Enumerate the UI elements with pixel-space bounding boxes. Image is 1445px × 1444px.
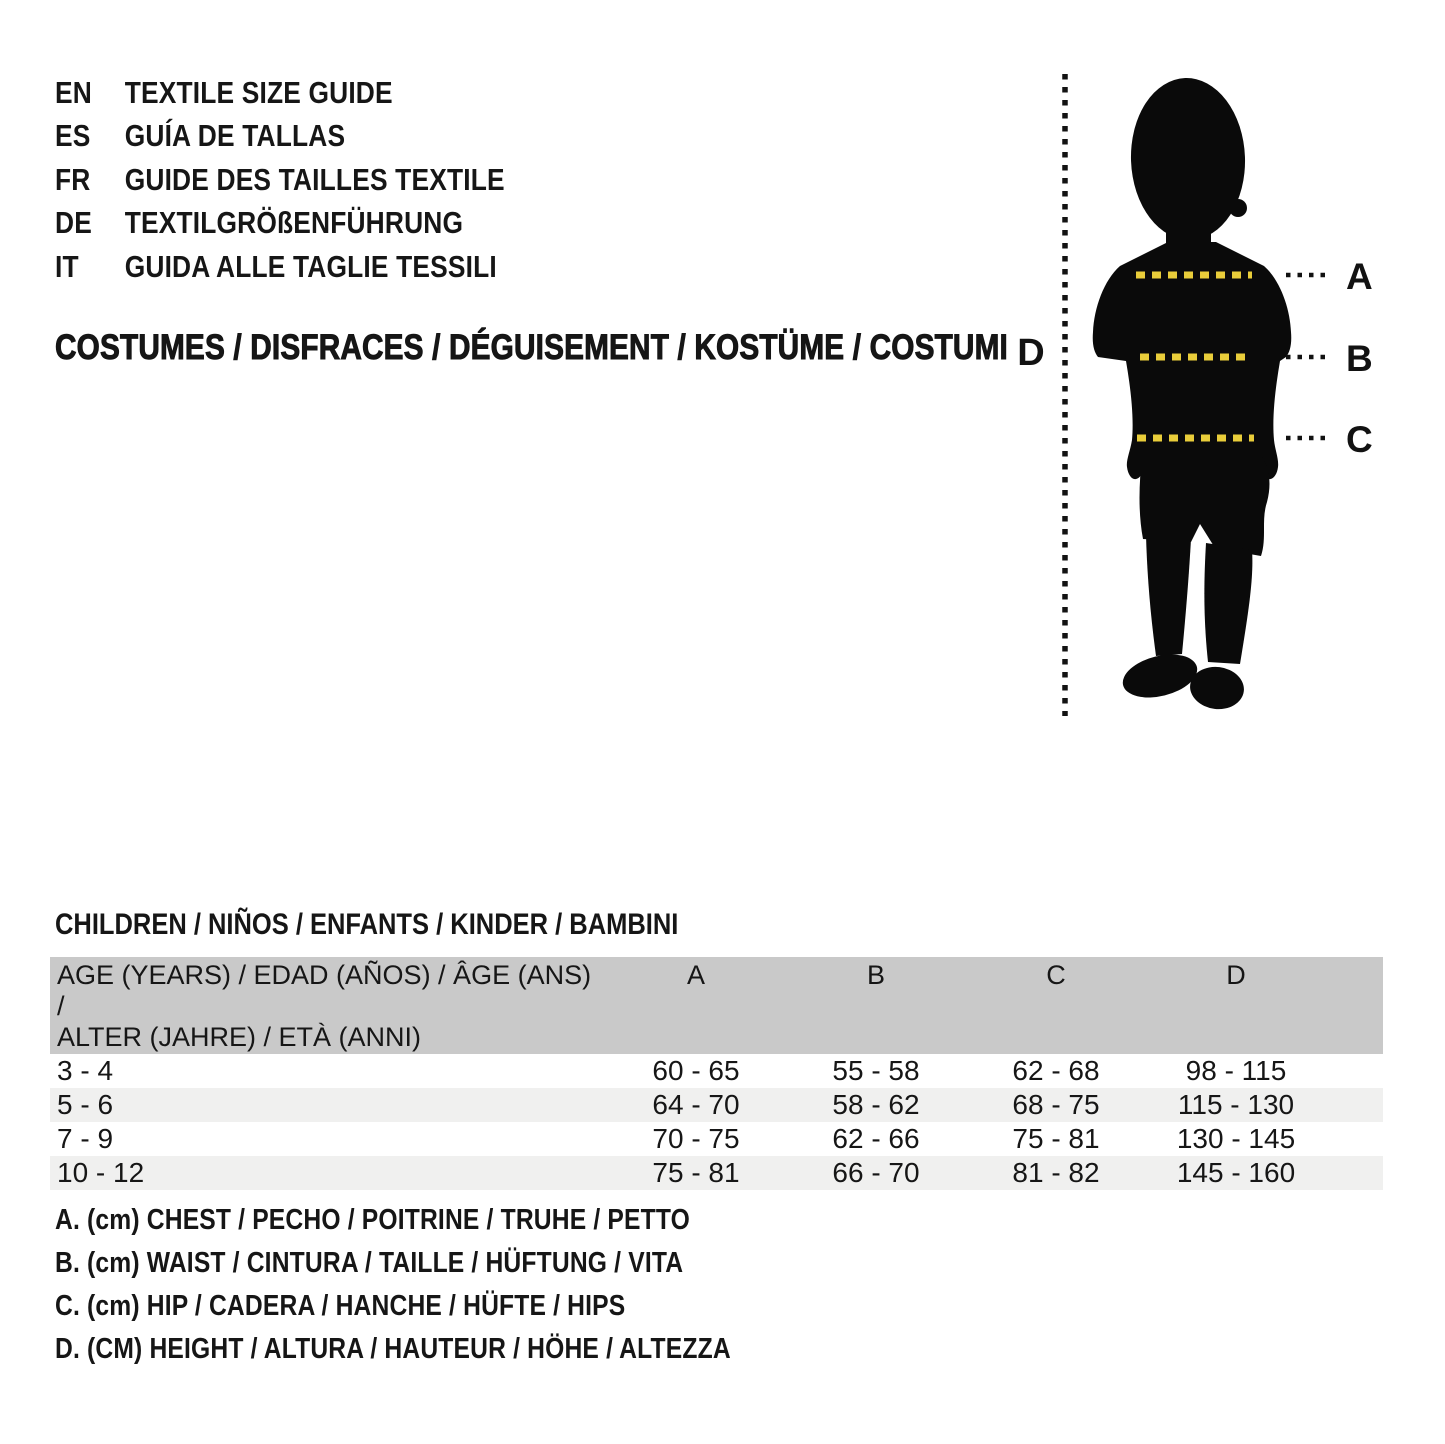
child-silhouette <box>1093 76 1292 712</box>
table-header-row <box>50 957 1383 1054</box>
hip-range-cell: 62 - 68 <box>1012 1055 1100 1086</box>
row-spacer <box>1326 1088 1383 1122</box>
column-header-c: C <box>1046 960 1066 990</box>
waist-label: B <box>1346 338 1373 379</box>
table-row <box>50 1156 1383 1190</box>
measurement-legend <box>55 1199 850 1371</box>
age-cell: 5 - 6 <box>57 1089 114 1120</box>
column-header-b: B <box>866 960 885 990</box>
section-title: CHILDREN / NIÑOS / ENFANTS / KINDER / BAMBINI <box>55 908 679 941</box>
hip-range-cell: 68 - 75 <box>1012 1089 1100 1120</box>
column-header-d: D <box>1226 960 1246 990</box>
waist-range-cell: 55 - 58 <box>832 1055 920 1086</box>
waist-range-cell: 62 - 66 <box>832 1123 920 1154</box>
header-spacer <box>1326 960 1383 1053</box>
height-label: D <box>1017 332 1045 374</box>
height-range-cell: 98 - 115 <box>1185 1055 1287 1086</box>
language-row-fr <box>55 158 505 202</box>
chest-label: A <box>1346 256 1373 297</box>
language-title: TEXTILGRÖßENFÜHRUNG <box>124 205 464 241</box>
legend-waist: B. (cm) WAIST / CINTURA / TAILLE / HÜFTUNG / VITA <box>55 1247 684 1279</box>
language-code: FR <box>55 161 91 197</box>
height-range-cell: 130 - 145 <box>1176 1123 1296 1154</box>
row-spacer <box>1326 1156 1383 1190</box>
language-row-es <box>55 115 505 159</box>
age-column-header <box>50 960 606 1053</box>
hip-range-cell: 75 - 81 <box>1012 1123 1100 1154</box>
waist-range-cell: 66 - 70 <box>832 1157 920 1188</box>
size-table <box>50 957 1383 1190</box>
waist-range-cell: 58 - 62 <box>832 1089 920 1120</box>
age-header-line2: ALTER (JAHRE) / ETÀ (ANNI) <box>57 1022 422 1052</box>
legend-chest: A. (cm) CHEST / PECHO / POITRINE / TRUHE / PETTO <box>55 1204 690 1236</box>
language-title: GUIDA ALLE TAGLIE TESSILI <box>124 248 497 284</box>
language-title: TEXTILE SIZE GUIDE <box>124 74 393 110</box>
legend-height: D. (CM) HEIGHT / ALTURA / HAUTEUR / HÖHE / ALTEZZA <box>55 1333 731 1365</box>
language-title-block <box>55 71 584 289</box>
chest-range-cell: 70 - 75 <box>652 1123 740 1154</box>
age-cell: 7 - 9 <box>57 1123 114 1154</box>
row-spacer <box>1326 1054 1383 1088</box>
table-row <box>50 1054 1383 1088</box>
age-header-line1: AGE (YEARS) / EDAD (AÑOS) / ÂGE (ANS) / <box>57 960 592 1021</box>
language-code: EN <box>55 74 92 110</box>
table-body <box>50 1054 1383 1190</box>
language-code: IT <box>55 248 79 284</box>
silhouette-ear <box>1229 199 1247 217</box>
chest-range-cell: 75 - 81 <box>652 1157 740 1188</box>
language-code: DE <box>55 205 92 241</box>
height-range-cell: 145 - 160 <box>1176 1157 1296 1188</box>
silhouette-left-shoe <box>1118 647 1201 704</box>
hip-range-cell: 81 - 82 <box>1012 1157 1100 1188</box>
legend-hip: C. (cm) HIP / CADERA / HANCHE / HÜFTE / HIPS <box>55 1290 626 1322</box>
table-row <box>50 1088 1383 1122</box>
language-row-en <box>55 71 505 115</box>
chest-range-cell: 60 - 65 <box>652 1055 740 1086</box>
hip-label: C <box>1346 419 1373 460</box>
category-title: COSTUMES / DISFRACES / DÉGUISEMENT / KOSTÜME / COSTUMI <box>55 328 1008 367</box>
row-spacer <box>1326 1122 1383 1156</box>
table-row <box>50 1122 1383 1156</box>
height-range-cell: 115 - 130 <box>1177 1089 1295 1120</box>
language-row-it <box>55 245 505 289</box>
language-code: ES <box>55 118 91 154</box>
child-silhouette-diagram <box>990 60 1445 740</box>
silhouette-right-leg <box>1204 543 1252 664</box>
language-title: GUÍA DE TALLAS <box>124 118 346 154</box>
silhouette-left-leg <box>1146 535 1191 656</box>
age-cell: 3 - 4 <box>57 1055 114 1086</box>
age-cell: 10 - 12 <box>57 1157 145 1188</box>
column-header-a: A <box>686 960 705 990</box>
chest-range-cell: 64 - 70 <box>652 1089 740 1120</box>
language-row-de <box>55 202 505 246</box>
language-title: GUIDE DES TAILLES TEXTILE <box>124 161 505 197</box>
